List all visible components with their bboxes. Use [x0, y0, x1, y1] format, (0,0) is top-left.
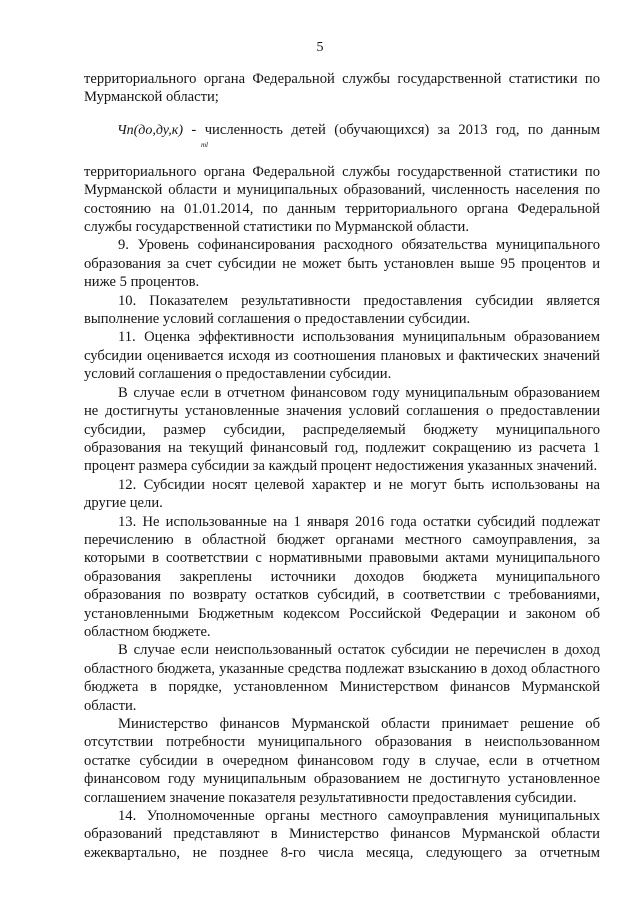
formula-subscript: ml: [201, 140, 208, 149]
formula-text: - численность детей (обучающихся) за 2013 год, по данным: [183, 121, 600, 138]
paragraph: 9. Уровень софинансирования расходного обязательства муниципального образования за счет субсидии не может быть установлен выше 95 процентов и ниже 5 процентов.: [84, 237, 600, 291]
paragraph: 11. Оценка эффективности использования муниципальным образованием субсидии оценивается исходя из соотношения плановых и фактических значений условий соглашения о предоставлении субсидии.: [84, 329, 600, 383]
paragraph-list: [84, 163, 600, 862]
paragraph: В случае если неиспользованный остаток субсидии не перечислен в доход областного бюджета, указанные средства подлежат взысканию в доход областного бюджета в порядке, установленном Министерством финансов Мурманской области.: [84, 642, 600, 714]
intro-line: территориального органа Федеральной службы государственной статистики по Мурманской области;: [84, 71, 600, 106]
paragraph: 13. Не использованные на 1 января 2016 года остатки субсидий подлежат перечислению в областной бюджет органами местного самоуправления, за которыми в соответствии с нормативными правовыми актами муниципального образования закреплены источники доходов бюджета муниципального образования по возврату остатков субсидий, в соответствии с требованиями, установленными Бюджетным кодексом Российской Федерации и законом об областном бюджете.: [84, 513, 600, 640]
paragraph: 10. Показателем результативности предоставления субсидии является выполнение условий соглашения о предоставлении субсидии.: [84, 292, 600, 328]
page-number: 5: [316, 40, 324, 55]
paragraph: 14. Уполномоченные органы местного самоуправления муниципальных образований представляют в Министерство финансов Мурманской области ежеквартально, не позднее 8-го числа месяца, следующего за отчетным: [84, 808, 600, 861]
formula-symbol: Чп(до,ду,к): [117, 122, 184, 138]
paragraph: 12. Субсидии носят целевой характер и не могут быть использованы на другие цели.: [84, 476, 600, 512]
paragraph: Министерство финансов Мурманской области принимает решение об отсутствии потребности муниципального образования в неиспользованном остатке субсидии в очередном финансовом году в случае, если в отчетном финансовом году муниципальным образованием не достигнуто установленное соглашением значение показателя результативности предоставления субсидии.: [84, 716, 600, 806]
formula-definition: [84, 121, 600, 159]
paragraph: территориального органа Федеральной службы государственной статистики по Мурманской области и муниципальных образований, численность населения по состоянию на 01.01.2014, по данным территориального органа Федеральной службы государственной статистики по Мурманской области.: [84, 163, 600, 236]
paragraph: В случае если в отчетном финансовом году муниципальным образованием не достигнуты установленные значения условий соглашения о предоставлении субсидии, размер субсидии, распределяемый бюджету муниципального образования на текущий финансовый год, подлежит сокращению из расчета 1 процент размера субсидии за каждый процент недостижения указанных значений.: [84, 384, 600, 475]
document-body: [84, 70, 600, 862]
